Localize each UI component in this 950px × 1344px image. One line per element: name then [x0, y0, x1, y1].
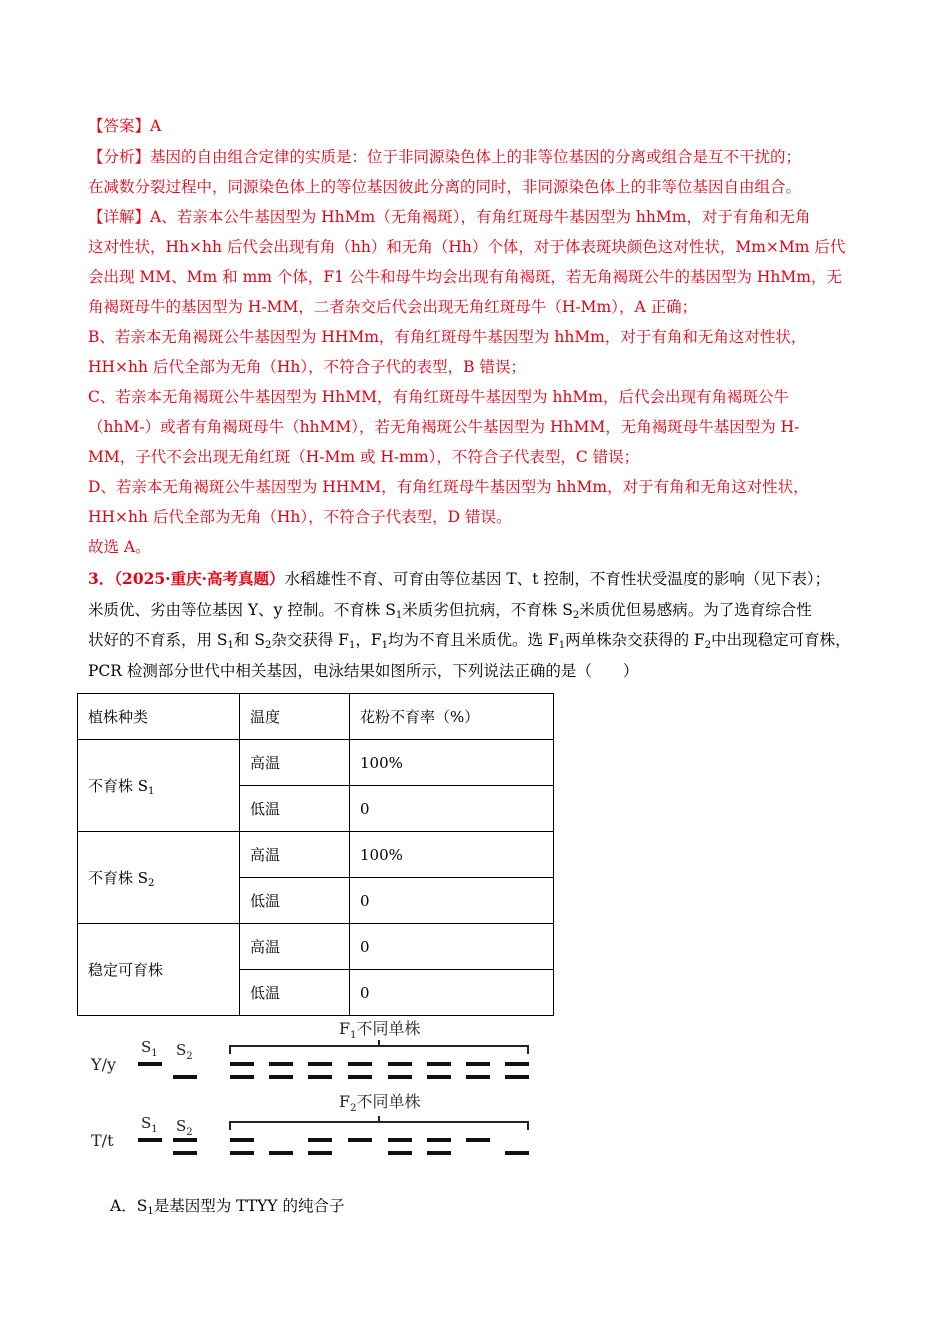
detail-line-6: HH×hh 后代全部为无角（Hh），不符合子代的表型，B 错误；	[88, 358, 526, 376]
gel-band	[388, 1151, 412, 1155]
gel-row-label-tt: T/t	[91, 1131, 114, 1150]
analysis-line-2: 在减数分裂过程中，同源染色体上的等位基因彼此分离的同时，非同源染色体上的非等位基因自由组合。	[88, 178, 802, 196]
gel-band	[466, 1138, 490, 1142]
gel-band	[230, 1151, 254, 1155]
detail-line-4: 角褐斑母牛的基因型为 H-MM，二者杂交后代会出现无角红斑母牛（H-Mm），A 正确；	[88, 298, 698, 316]
table-cell: 0	[350, 878, 554, 924]
detail-line-3: 会出现 MM、Mm 和 mm 个体，F1 公牛和母牛均会出现有角褐斑，若无角褐斑公牛的基因型为 HhMm，无	[88, 268, 842, 286]
table-cell-plant: 不育株 $S_2$	[78, 832, 240, 924]
f2-title: $F_2$不同单株	[339, 1092, 421, 1114]
gel-band	[348, 1075, 372, 1079]
table-cell: 100%	[350, 832, 554, 878]
gel-band	[427, 1151, 451, 1155]
detail-line-8: （hhM-）或者有角褐斑母牛（hhMM），若无角褐斑公牛基因型为 HhMM，无角褐斑母牛基因型为 H-	[88, 418, 800, 436]
detail-line-5: B、若亲本无角褐斑公牛基因型为 HHMm，有角红斑母牛基因型为 hhMm，对于有角和无角这对性状，	[88, 328, 807, 346]
table-cell-plant: 不育株 $S_1$	[78, 740, 240, 832]
table-cell: 100%	[350, 740, 554, 786]
gel-band	[505, 1075, 529, 1079]
table-cell: 0	[350, 786, 554, 832]
gel-band	[348, 1062, 372, 1066]
gel-band	[230, 1138, 254, 1142]
lane-label-s1: $S_1$	[141, 1114, 158, 1135]
gel-band	[388, 1062, 412, 1066]
gel-band	[308, 1151, 332, 1155]
f1-bracket	[230, 1046, 528, 1054]
table-cell: 0	[350, 970, 554, 1016]
gel-band	[388, 1075, 412, 1079]
answer-text: A	[150, 117, 162, 135]
gel-band	[427, 1062, 451, 1066]
table-header: 花粉不育率（%）	[350, 694, 554, 740]
table-header: 植株种类	[78, 694, 240, 740]
gel-band	[308, 1075, 332, 1079]
gel-band	[466, 1075, 490, 1079]
gel-band	[173, 1151, 197, 1155]
detail-line-1: 【详解】A、若亲本公牛基因型为 HhMm（无角褐斑），有角红斑母牛基因型为 hhMm，对于有角和无角	[88, 208, 811, 226]
answer-tag: 【答案】	[88, 117, 151, 135]
question-number: 3．	[88, 569, 115, 588]
table-cell-plant: 稳定可育株	[78, 924, 240, 1016]
question-source: （2025·重庆·高考真题）	[114, 569, 285, 588]
gel-band	[138, 1062, 162, 1066]
gel-band	[173, 1138, 197, 1142]
gel-band	[308, 1062, 332, 1066]
gel-band	[466, 1062, 490, 1066]
detail-tag: 【详解】	[88, 208, 151, 226]
gel-band	[269, 1151, 293, 1155]
conclusion-line: 故选 A。	[88, 538, 151, 556]
detail-line-7: C、若亲本无角褐斑公牛基因型为 HhMM，有角红斑母牛基因型为 hhMm，后代会出现有角褐斑公牛	[88, 388, 789, 406]
gel-band	[388, 1138, 412, 1142]
lane-label-s1: $S_1$	[141, 1038, 158, 1059]
detail-line-10: D、若亲本无角褐斑公牛基因型为 HHMM，有角红斑母牛基因型为 hhMm，对于有角和无角这对性状，	[88, 478, 809, 496]
gel-band	[173, 1075, 197, 1079]
gel-band	[427, 1075, 451, 1079]
f1-title: $F_1$不同单株	[339, 1019, 421, 1041]
analysis-line-1: 【分析】基因的自由组合定律的实质是：位于非同源染色体上的非等位基因的分离或组合是互不干扰的；	[88, 148, 802, 166]
gel-band	[505, 1062, 529, 1066]
gel-band	[427, 1138, 451, 1142]
table-header: 温度	[240, 694, 350, 740]
gel-band	[138, 1138, 162, 1142]
table-cell: 低温	[240, 970, 350, 1016]
detail-line-9: MM，子代不会出现无角红斑（H-Mm 或 H-mm），不符合子代表型，C 错误；	[88, 448, 640, 466]
table-cell: 0	[350, 924, 554, 970]
table-cell: 高温	[240, 924, 350, 970]
table-cell: 高温	[240, 740, 350, 786]
lane-label-s2: $S_2$	[176, 1041, 193, 1062]
gel-band	[269, 1075, 293, 1079]
table-cell: 低温	[240, 786, 350, 832]
gel-band	[308, 1138, 332, 1142]
detail-line-11: HH×hh 后代全部为无角（Hh），不符合子代表型，D 错误。	[88, 508, 512, 526]
question-line-4: PCR 检测部分世代中相关基因，电泳结果如图所示，下列说法正确的是（ ）	[88, 662, 639, 680]
gel-band	[348, 1138, 372, 1142]
analysis-tag: 【分析】	[88, 148, 151, 166]
gel-band	[230, 1062, 254, 1066]
gel-band	[269, 1062, 293, 1066]
table-cell: 低温	[240, 878, 350, 924]
option-a[interactable]: A．$S_1$是基因型为 TTYY 的纯合子	[110, 1197, 345, 1217]
gel-band	[505, 1151, 529, 1155]
lane-label-s2: $S_2$	[176, 1117, 193, 1138]
gel-row-label-yy: Y/y	[91, 1055, 116, 1074]
f2-bracket	[230, 1122, 528, 1130]
detail-line-2: 这对性状，Hh×hh 后代会出现有角（hh）和无角（Hh）个体，对于体表斑块颜色这对性状，Mm×Mm 后代	[88, 238, 846, 256]
gel-band	[230, 1075, 254, 1079]
table-cell: 高温	[240, 832, 350, 878]
question-line-1: 3．（2025·重庆·高考真题）水稻雄性不育、可育由等位基因 T、t 控制，不育性状受温度的影响（见下表）；	[88, 569, 831, 588]
question-line-3: 状好的不育系，用 $S_1$和 $S_2$杂交获得 $F_1$，$F_1$均为不育且米质优。选 $F_1$两单株杂交获得的 $F_2$中出现稳定可育株，	[88, 631, 851, 651]
question-line-2: 米质优、劣由等位基因 Y、y 控制。不育株 $S_1$米质劣但抗病，不育株 $S_2$米质优但易感病。为了选育综合性	[88, 601, 812, 621]
